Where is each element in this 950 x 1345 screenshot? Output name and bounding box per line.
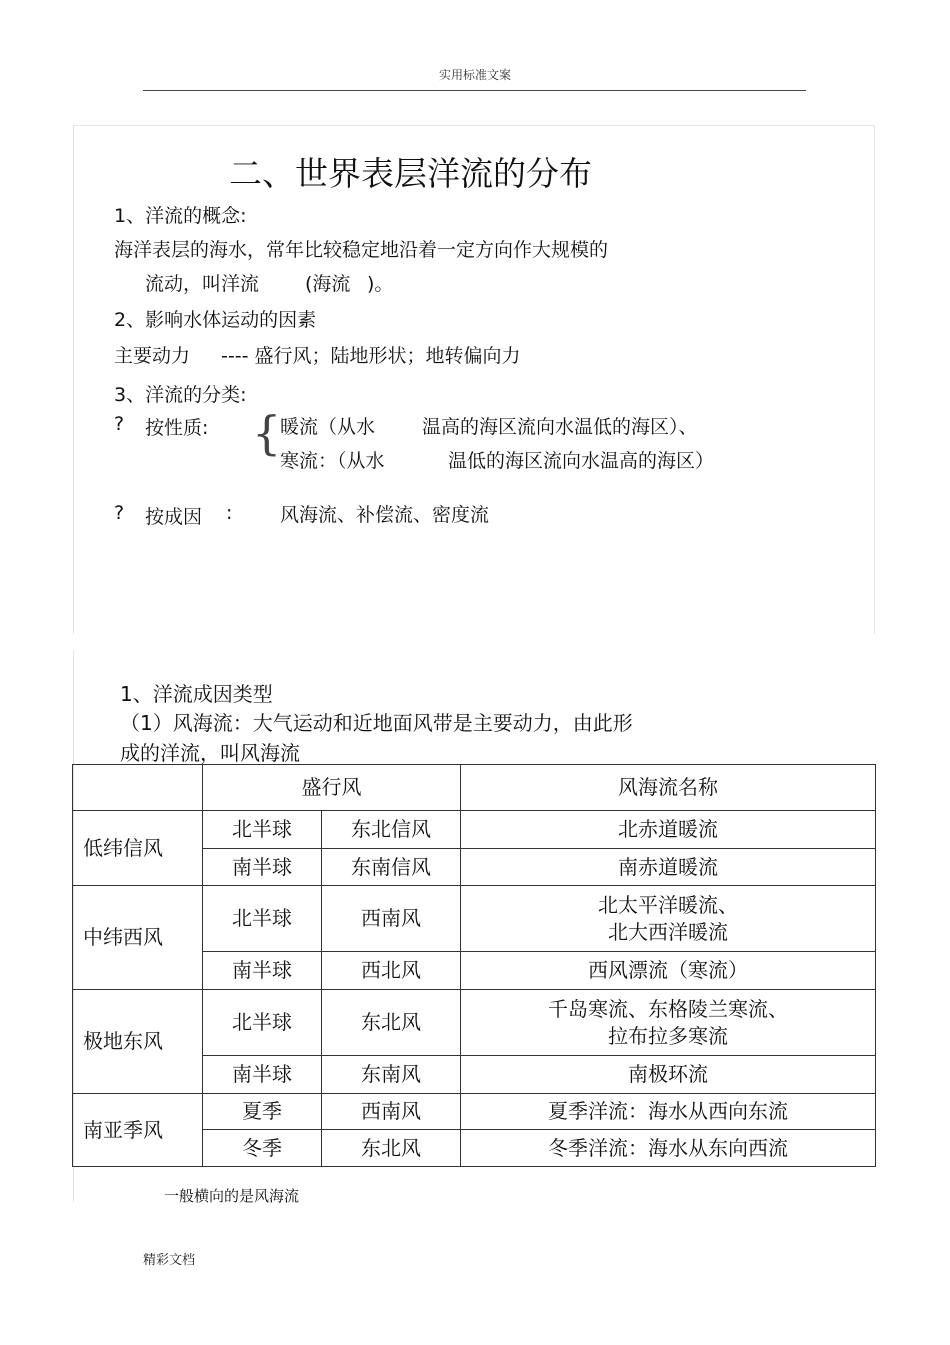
current-name-cell [461, 811, 876, 849]
bullet-nature: ? [114, 413, 125, 435]
current-name-cell [461, 1094, 876, 1130]
table-header-wind: 盛行风 [203, 765, 461, 811]
wind-cell: 西南风 [322, 886, 461, 952]
by-nature-label: 按性质: [145, 417, 209, 439]
table-row [73, 990, 876, 1056]
current-name-cell [461, 886, 876, 952]
current-name-line: 冬季洋流：海水从东向西流 [548, 1135, 788, 1160]
wind-current-intro-2: 成的洋流，叫风海流 [120, 741, 300, 765]
cold-current-b: 温低的海区流向水温高的海区） [448, 450, 715, 472]
hemisphere-cell: 北半球 [203, 886, 322, 952]
current-name-line: 北赤道暖流 [618, 817, 718, 841]
table-note: 一般横向的是风海流 [164, 1187, 300, 1205]
current-name-line: 南极环流 [628, 1062, 708, 1086]
table-header-empty [73, 765, 203, 811]
current-name-line: 千岛寒流、东格陵兰寒流、 [548, 996, 788, 1021]
concept-heading: 1、洋流的概念: [114, 205, 247, 227]
concept-alias: (海流 [305, 273, 351, 295]
wind-cell: 西南风 [322, 1094, 461, 1130]
table-row [73, 886, 876, 952]
hemisphere-cell: 南半球 [203, 1056, 322, 1094]
factors-heading: 2、影响水体运动的因素 [114, 309, 317, 331]
table-row [73, 811, 876, 849]
concept-alias-close: )。 [367, 273, 394, 295]
wind-cell: 东南信风 [322, 849, 461, 886]
by-cause-value: 风海流、补偿流、密度流 [280, 504, 490, 526]
current-name-cell [461, 1056, 876, 1094]
current-name-line: 北太平洋暖流、 [598, 892, 738, 917]
current-name-cell [461, 990, 876, 1056]
wind-cell: 西北风 [322, 952, 461, 990]
factors-label: 主要动力 [114, 345, 191, 367]
wind-current-intro-1: （1）风海流：大气运动和近地面风带是主要动力，由此形 [120, 711, 633, 735]
classification-heading: 3、洋流的分类: [114, 384, 247, 406]
section2-heading: 1、洋流成因类型 [120, 682, 273, 706]
current-name-line: 夏季洋流：海水从西向东流 [548, 1099, 788, 1123]
page-footer: 精彩文档 [143, 1253, 196, 1268]
wind-belt-cell: 南亚季风 [73, 1094, 203, 1167]
table-row [73, 1094, 876, 1130]
wind-belt-cell: 低纬信风 [73, 811, 203, 886]
page-header: 实用标准文案 [438, 68, 511, 82]
wind-cell: 东北信风 [322, 811, 461, 849]
current-name-cell [461, 849, 876, 886]
wind-cell: 东北风 [322, 990, 461, 1056]
wind-cell: 东南风 [322, 1056, 461, 1094]
table-header-current-name: 风海流名称 [461, 765, 876, 811]
current-name-cell [461, 952, 876, 990]
section-title: 二、世界表层洋流的分布 [229, 154, 592, 193]
current-name-cell [461, 1130, 876, 1167]
current-name-line: 北大西洋暖流 [608, 919, 728, 944]
current-name-line: 西风漂流（寒流） [588, 958, 748, 982]
season-cell: 冬季 [203, 1130, 322, 1167]
hemisphere-cell: 南半球 [203, 849, 322, 886]
wind-cell: 东北风 [322, 1130, 461, 1167]
wind-belt-cell: 中纬西风 [73, 886, 203, 990]
by-cause-colon: : [226, 502, 233, 524]
cold-current-a: 寒流：（从水 [280, 450, 385, 472]
wind-current-table [72, 764, 876, 1167]
factors-value: ---- 盛行风；陆地形状；地转偏向力 [221, 345, 521, 367]
hemisphere-cell: 南半球 [203, 952, 322, 990]
brace-icon: { [252, 406, 282, 460]
concept-line-1: 海洋表层的海水，常年比较稳定地沿着一定方向作大规模的 [114, 239, 609, 261]
warm-current-a: 暖流（从水 [280, 416, 376, 438]
current-name-line: 拉布拉多寒流 [608, 1023, 728, 1048]
header-divider [143, 90, 806, 91]
current-name-line: 南赤道暖流 [618, 854, 718, 879]
table-header-row [73, 765, 876, 811]
hemisphere-cell: 北半球 [203, 811, 322, 849]
hemisphere-cell: 北半球 [203, 990, 322, 1056]
season-cell: 夏季 [203, 1094, 322, 1130]
by-cause-label: 按成因 [145, 506, 203, 528]
warm-current-b: 温高的海区流向水温低的海区）、 [422, 416, 698, 438]
bullet-cause: ? [114, 502, 125, 524]
wind-belt-cell: 极地东风 [73, 990, 203, 1094]
concept-line-2: 流动，叫洋流 [145, 273, 260, 295]
